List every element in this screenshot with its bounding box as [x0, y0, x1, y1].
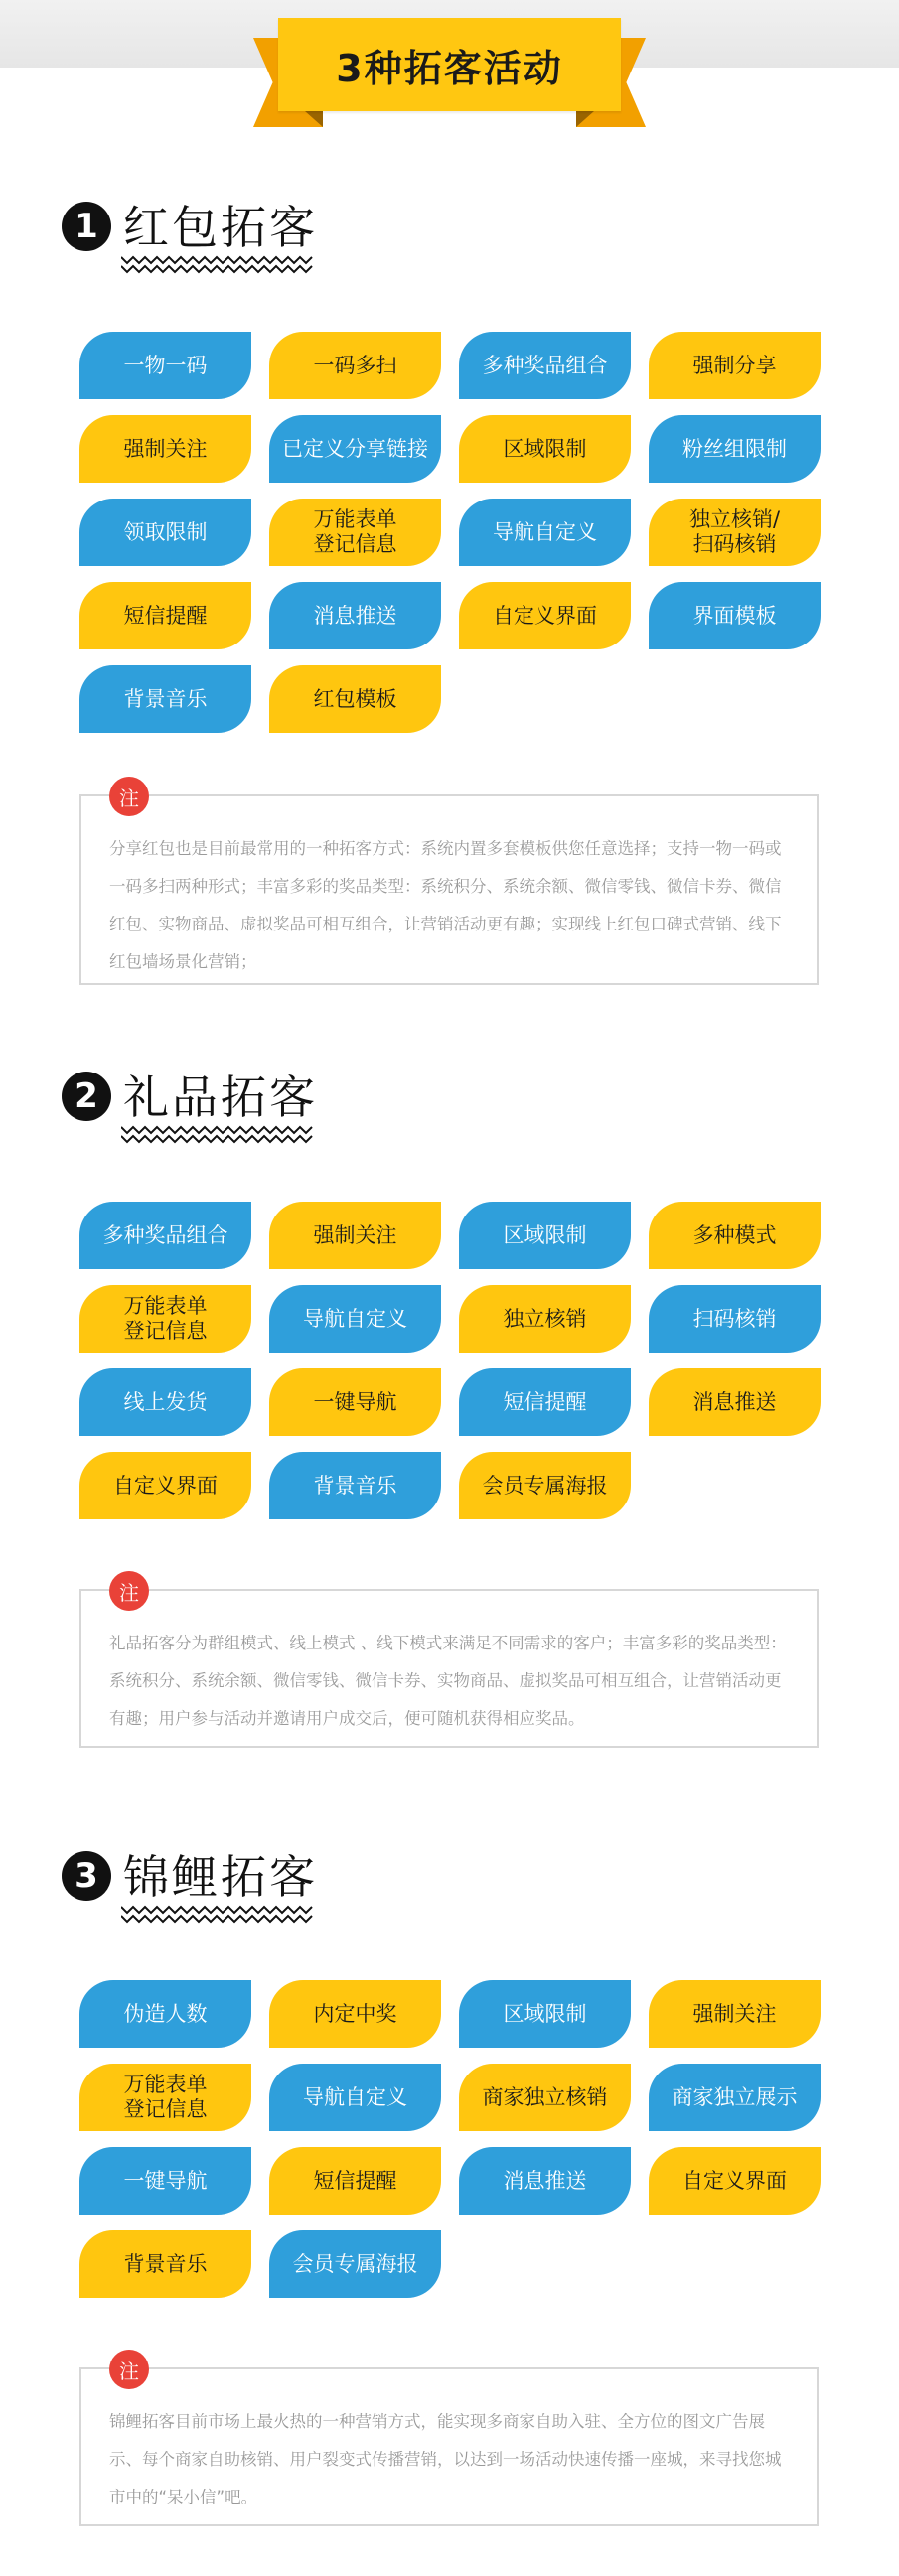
section-number-badge: 1	[62, 202, 111, 251]
section-header-lipin	[62, 1066, 360, 1155]
feature-tag[interactable]: 红包模板	[269, 665, 441, 733]
feature-tag[interactable]: 内定中奖	[269, 1980, 441, 2048]
note-text: 分享红包也是目前最常用的一种拓客方式：系统内置多套模板供您任意选择；支持一物一码或一码多扫两种形式；丰富多彩的奖品类型：系统积分、系统余额、微信零钱、微信卡券、微信红包、实物商品、虚拟奖品可相互组合，让营销活动更有趣；实现线上红包口碑式营销、线下红包墙场景化营销；	[109, 839, 782, 971]
section-number-badge: 3	[62, 1851, 111, 1901]
feature-tag[interactable]: 区域限制	[459, 1980, 631, 2048]
feature-tag[interactable]: 短信提醒	[79, 582, 251, 649]
feature-tag[interactable]: 自定义界面	[79, 1452, 251, 1519]
note-box-jinli	[79, 2359, 819, 2526]
feature-tag[interactable]: 多种模式	[649, 1202, 821, 1269]
feature-tag[interactable]: 界面模板	[649, 582, 821, 649]
feature-tag[interactable]: 背景音乐	[79, 665, 251, 733]
page-title: 3种拓客活动	[336, 46, 563, 90]
feature-tag[interactable]: 商家独立展示	[649, 2064, 821, 2131]
feature-tag[interactable]: 强制分享	[649, 332, 821, 399]
feature-tag[interactable]: 一物一码	[79, 332, 251, 399]
feature-tag[interactable]: 会员专属海报	[459, 1452, 631, 1519]
feature-tag[interactable]: 扫码核销	[649, 1285, 821, 1353]
feature-tag[interactable]: 消息推送	[269, 582, 441, 649]
feature-tag[interactable]: 多种奖品组合	[79, 1202, 251, 1269]
section-title: 锦鲤拓客	[123, 1850, 318, 1904]
feature-tag[interactable]: 自定义界面	[459, 582, 631, 649]
feature-tag[interactable]: 万能表单 登记信息	[269, 499, 441, 566]
feature-tag[interactable]: 会员专属海报	[269, 2230, 441, 2298]
feature-tag[interactable]: 强制关注	[649, 1980, 821, 2048]
feature-tag[interactable]: 自定义界面	[649, 2147, 821, 2215]
feature-tag[interactable]: 强制关注	[269, 1202, 441, 1269]
note-text: 锦鲤拓客目前市场上最火热的一种营销方式，能实现多商家自助入驻、全方位的图文广告展示、每个商家自助核销、用户裂变式传播营销，以达到一场活动快速传播一座城，来寻找您城市中的“呆小信”吧。	[109, 2412, 782, 2506]
feature-tag[interactable]: 线上发货	[79, 1368, 251, 1436]
feature-tag[interactable]: 导航自定义	[459, 499, 631, 566]
wavy-underline	[121, 1123, 320, 1145]
wavy-underline	[121, 1903, 320, 1925]
feature-tag[interactable]: 区域限制	[459, 1202, 631, 1269]
feature-tag[interactable]: 导航自定义	[269, 1285, 441, 1353]
section-header-jinli	[62, 1845, 360, 1934]
note-text: 礼品拓客分为群组模式、线上模式 、线下模式来满足不同需求的客户；丰富多彩的奖品类型：系统积分、系统余额、微信零钱、微信卡券、实物商品、虚拟奖品可相互组合，让营销活动更有趣；用户参与活动并邀请用户成交后，便可随机获得相应奖品。	[109, 1634, 787, 1728]
feature-tag[interactable]: 商家独立核销	[459, 2064, 631, 2131]
section-title: 红包拓客	[123, 201, 318, 254]
feature-tag[interactable]: 多种奖品组合	[459, 332, 631, 399]
ribbon-banner	[278, 18, 621, 111]
feature-tag[interactable]: 独立核销	[459, 1285, 631, 1353]
feature-tag[interactable]: 万能表单 登记信息	[79, 2064, 251, 2131]
feature-tag[interactable]: 独立核销/ 扫码核销	[649, 499, 821, 566]
section-title: 礼品拓客	[123, 1071, 318, 1124]
note-badge: 注	[109, 777, 149, 816]
feature-tag[interactable]: 背景音乐	[79, 2230, 251, 2298]
note-box-lipin	[79, 1580, 819, 1748]
feature-tag[interactable]: 短信提醒	[269, 2147, 441, 2215]
feature-tag[interactable]: 导航自定义	[269, 2064, 441, 2131]
wavy-underline	[121, 253, 320, 275]
feature-tag[interactable]: 已定义分享链接	[269, 415, 441, 483]
note-badge: 注	[109, 1571, 149, 1611]
feature-tag[interactable]: 一键导航	[269, 1368, 441, 1436]
feature-tag[interactable]: 领取限制	[79, 499, 251, 566]
feature-tag[interactable]: 消息推送	[649, 1368, 821, 1436]
feature-tag[interactable]: 消息推送	[459, 2147, 631, 2215]
feature-tag[interactable]: 强制关注	[79, 415, 251, 483]
feature-tag[interactable]: 粉丝组限制	[649, 415, 821, 483]
section-number-badge: 2	[62, 1072, 111, 1121]
feature-tag[interactable]: 一码多扫	[269, 332, 441, 399]
feature-tag[interactable]: 一键导航	[79, 2147, 251, 2215]
section-header-hongbao	[62, 196, 360, 285]
note-box-hongbao	[79, 786, 819, 985]
feature-tag[interactable]: 背景音乐	[269, 1452, 441, 1519]
note-badge: 注	[109, 2350, 149, 2389]
feature-tag[interactable]: 短信提醒	[459, 1368, 631, 1436]
feature-tag[interactable]: 伪造人数	[79, 1980, 251, 2048]
feature-tag[interactable]: 区域限制	[459, 415, 631, 483]
feature-tag[interactable]: 万能表单 登记信息	[79, 1285, 251, 1353]
